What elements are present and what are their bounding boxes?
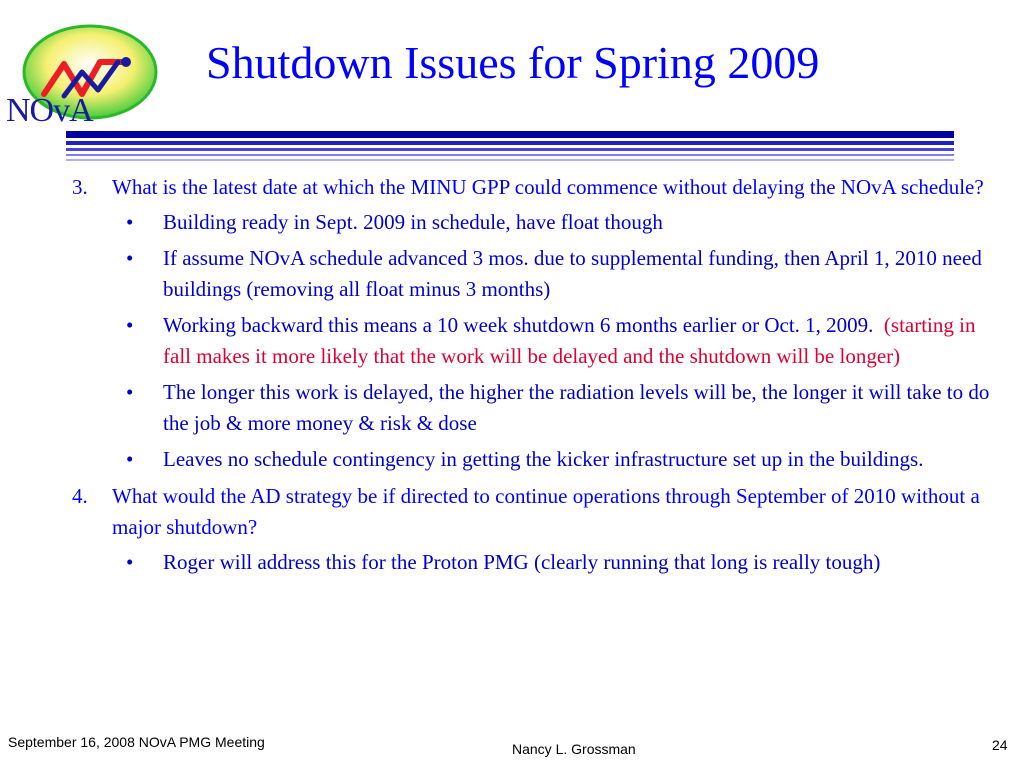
bullet-list-3 (72, 207, 1002, 475)
bullet-item (72, 207, 1002, 238)
bullet-item (72, 377, 1002, 439)
numbered-item-4 (72, 481, 1002, 543)
nova-logo-wordmark (6, 92, 93, 130)
bullet-text: Leaves no schedule contingency in getting the kicker infrastructure set up in the buildings. (163, 447, 924, 471)
bullet-text: Roger will address this for the Proton PMG (clearly running that long is really tough) (163, 550, 881, 574)
bullet-text: Working backward this means a 10 week shutdown 6 months earlier or Oct. 1, 2009. (163, 313, 874, 337)
bullet-icon: • (126, 550, 134, 574)
bullet-item (72, 310, 1002, 372)
page-number: 24 (992, 737, 1008, 753)
bullet-icon: • (126, 380, 134, 404)
bullet-text: The longer this work is delayed, the higher the radiation levels will be, the longer it will take to do the job & more money & risk & dose (163, 380, 990, 435)
bullet-text: Building ready in Sept. 2009 in schedule, have float though (163, 210, 663, 234)
bullet-icon: • (126, 447, 134, 471)
bullet-text: If assume NOvA schedule advanced 3 mos. due to supplemental funding, then April 1, 2010 need buildings (removing all float minus 3 months) (163, 246, 982, 301)
bullet-item (72, 444, 1002, 475)
bullet-icon: • (126, 246, 134, 270)
rule-4 (66, 154, 954, 156)
nova-logo (4, 22, 160, 132)
item-text: What is the latest date at which the MINU GPP could commence without delaying the NOvA schedule? (112, 175, 984, 199)
rule-3 (66, 148, 954, 151)
bullet-item (72, 243, 1002, 305)
item-text: What would the AD strategy be if directed to continue operations through September of 2010 without a major shutdown? (112, 484, 980, 539)
bullet-list-4 (72, 547, 1002, 578)
footer-meeting: September 16, 2008 NOvA PMG Meeting (8, 734, 265, 750)
rule-thick (66, 131, 954, 138)
slide-title: Shutdown Issues for Spring 2009 (206, 37, 820, 88)
rule-5 (66, 159, 954, 161)
rule-2 (66, 141, 954, 145)
bullet-highlight-text: (starting in fall makes it more likely that the work will be delayed and the shutdown will be longer) (163, 313, 976, 368)
bullet-icon: • (126, 210, 134, 234)
logo-text: NOvA (6, 92, 93, 129)
bullet-icon: • (126, 313, 134, 337)
item-number: 4. (72, 484, 88, 508)
item-number: 3. (72, 175, 88, 199)
bullet-item (72, 547, 1002, 578)
footer-author: Nancy L. Grossman (512, 741, 636, 757)
title-rules (66, 131, 954, 163)
slide-content (72, 172, 1002, 584)
numbered-item-3 (72, 172, 1002, 203)
